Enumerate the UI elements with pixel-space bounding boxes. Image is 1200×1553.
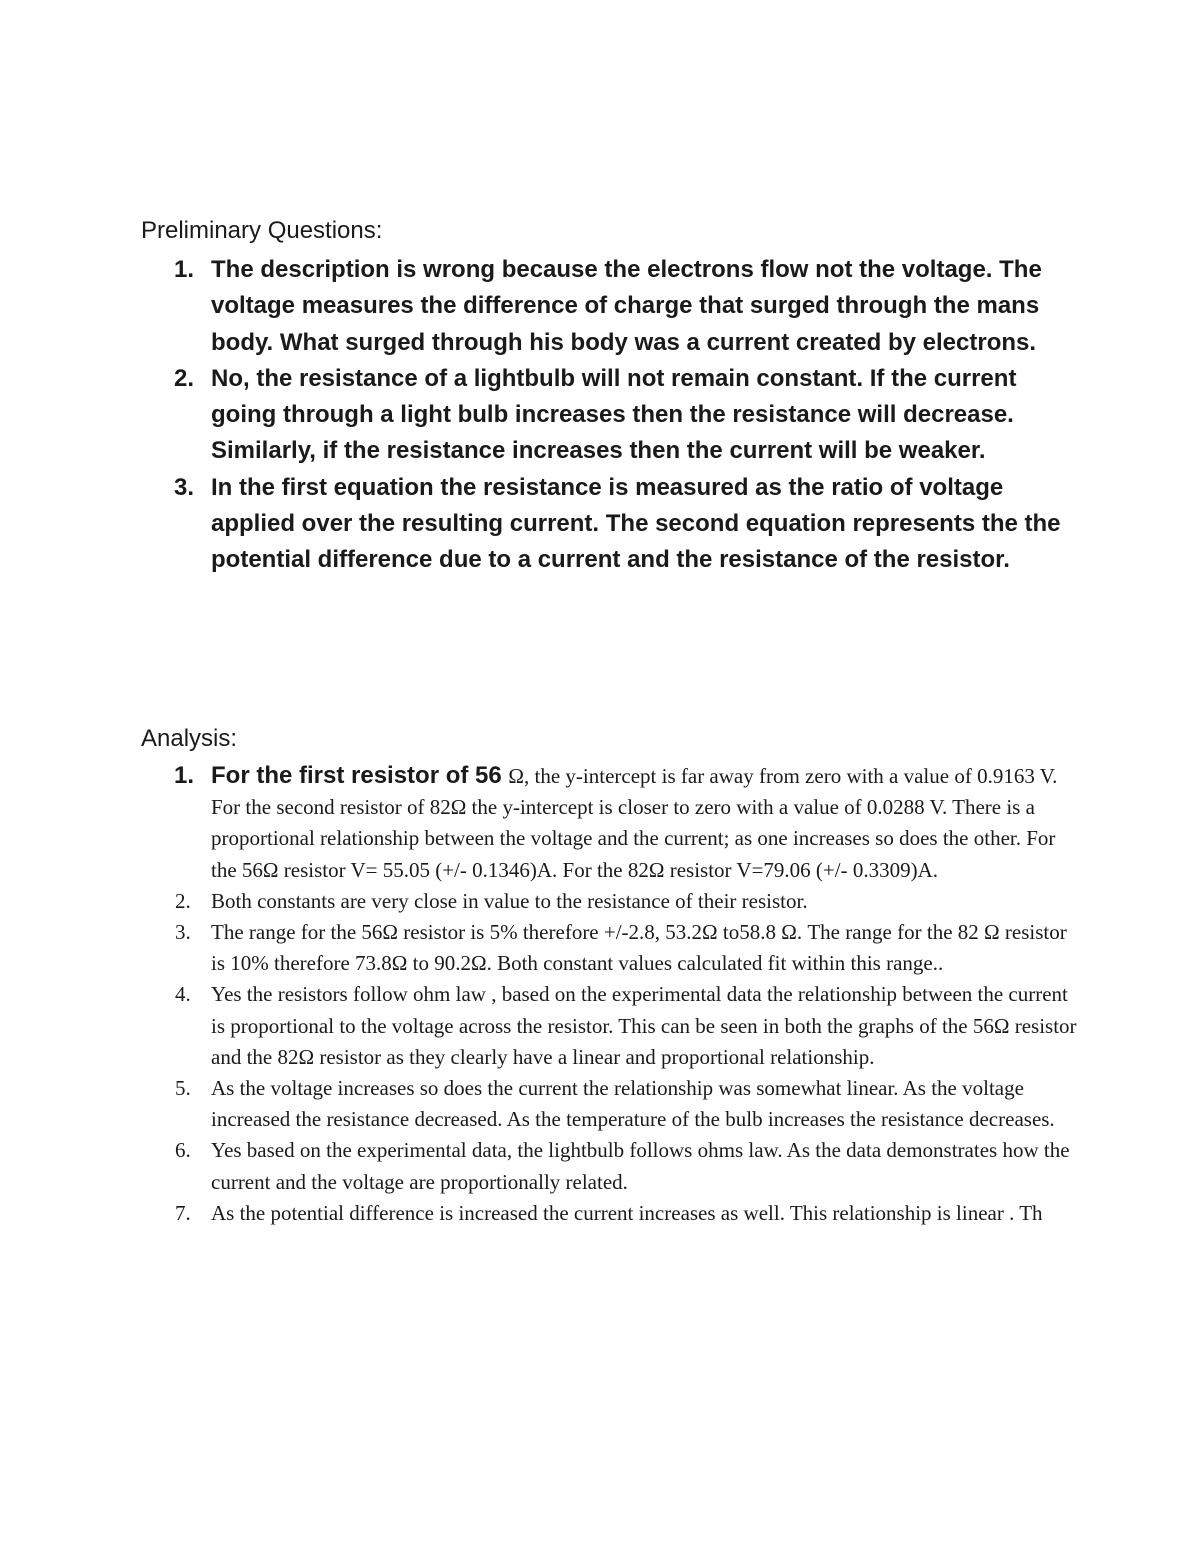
analysis-item	[141, 1073, 1081, 1135]
analysis-list	[141, 760, 1081, 1229]
analysis-answer-text: The range for the 56Ω resistor is 5% therefore +/-2.8, 53.2Ω to58.8 Ω. The range for the 82 Ω resistor is 10% therefore 73.8Ω to 90.2Ω. Both constant values calculated fit within this range..	[211, 920, 1067, 976]
analysis-item	[141, 1135, 1081, 1197]
analysis-answer-text: As the voltage increases so does the current the relationship was somewhat linear. As the voltage increased the resistance decreased. As the temperature of the bulb increases the resistance decreases.	[211, 1076, 1055, 1132]
analysis-item	[141, 760, 1081, 886]
analysis-answer-text: As the potential difference is increased the current increases as well. This relationship is linear . Th	[211, 1200, 1043, 1225]
preliminary-answer-text: No, the resistance of a lightbulb will not remain constant. If the current going through a light bulb increases then the resistance will decrease. Similarly, if the resistance increases then the current will be weaker.	[211, 364, 1017, 465]
preliminary-questions-heading: Preliminary Questions:	[141, 217, 383, 244]
preliminary-questions-list	[141, 252, 1081, 579]
list-number: 5.	[175, 1076, 191, 1101]
analysis-item	[141, 1198, 1081, 1229]
preliminary-answer-text: In the first equation the resistance is measured as the ratio of voltage applied over the resulting current. The second equation represents the the potential difference due to a current and the resistance of the resistor.	[211, 473, 1061, 574]
list-number: 4.	[175, 982, 191, 1007]
analysis-item	[141, 979, 1081, 1073]
preliminary-question-item	[141, 361, 1081, 470]
list-number: 3.	[174, 473, 195, 501]
list-number: 1.	[174, 256, 195, 283]
analysis-item	[141, 886, 1081, 917]
list-number: 1.	[174, 762, 195, 789]
analysis-heading: Analysis:	[141, 725, 238, 752]
list-number: 3.	[175, 920, 191, 945]
analysis-answer-text: Both constants are very close in value to the resistance of their resistor.	[211, 888, 808, 913]
preliminary-question-item	[141, 470, 1081, 579]
preliminary-question-item	[141, 252, 1081, 361]
list-number: 2.	[174, 364, 195, 392]
analysis-answer-text: Yes the resistors follow ohm law , based on the experimental data the relationship between the current is proportional to the voltage across the resistor. This can be seen in both the graphs of the 56Ω resistor and the 82Ω resistor as they clearly have a linear and proportional relationship.	[211, 982, 1077, 1069]
list-number: 7.	[175, 1200, 191, 1225]
analysis-answer-text: Yes based on the experimental data, the lightbulb follows ohms law. As the data demonstrates how the current and the voltage are proportionally related.	[211, 1138, 1070, 1194]
analysis-lead-text: For the first resistor of 56	[211, 762, 509, 789]
list-number: 6.	[175, 1138, 191, 1163]
analysis-answer-text: Ω, the y-intercept is far away from zero with a value of 0.9163 V. For the second resistor of 82Ω the y-intercept is closer to zero with a value of 0.0288 V. There is a proportional relationship between the voltage and the current; as one increases so does the other. For the 56Ω resistor V= 55.05 (+/- 0.1346)A. For the 82Ω resistor V=79.06 (+/- 0.3309)A.	[211, 764, 1058, 882]
analysis-item	[141, 917, 1081, 979]
preliminary-answer-text: The description is wrong because the electrons flow not the voltage. The voltage measures the difference of charge that surged through the mans body. What surged through his body was a current created by electrons.	[211, 256, 1042, 356]
list-number: 2.	[175, 888, 191, 913]
